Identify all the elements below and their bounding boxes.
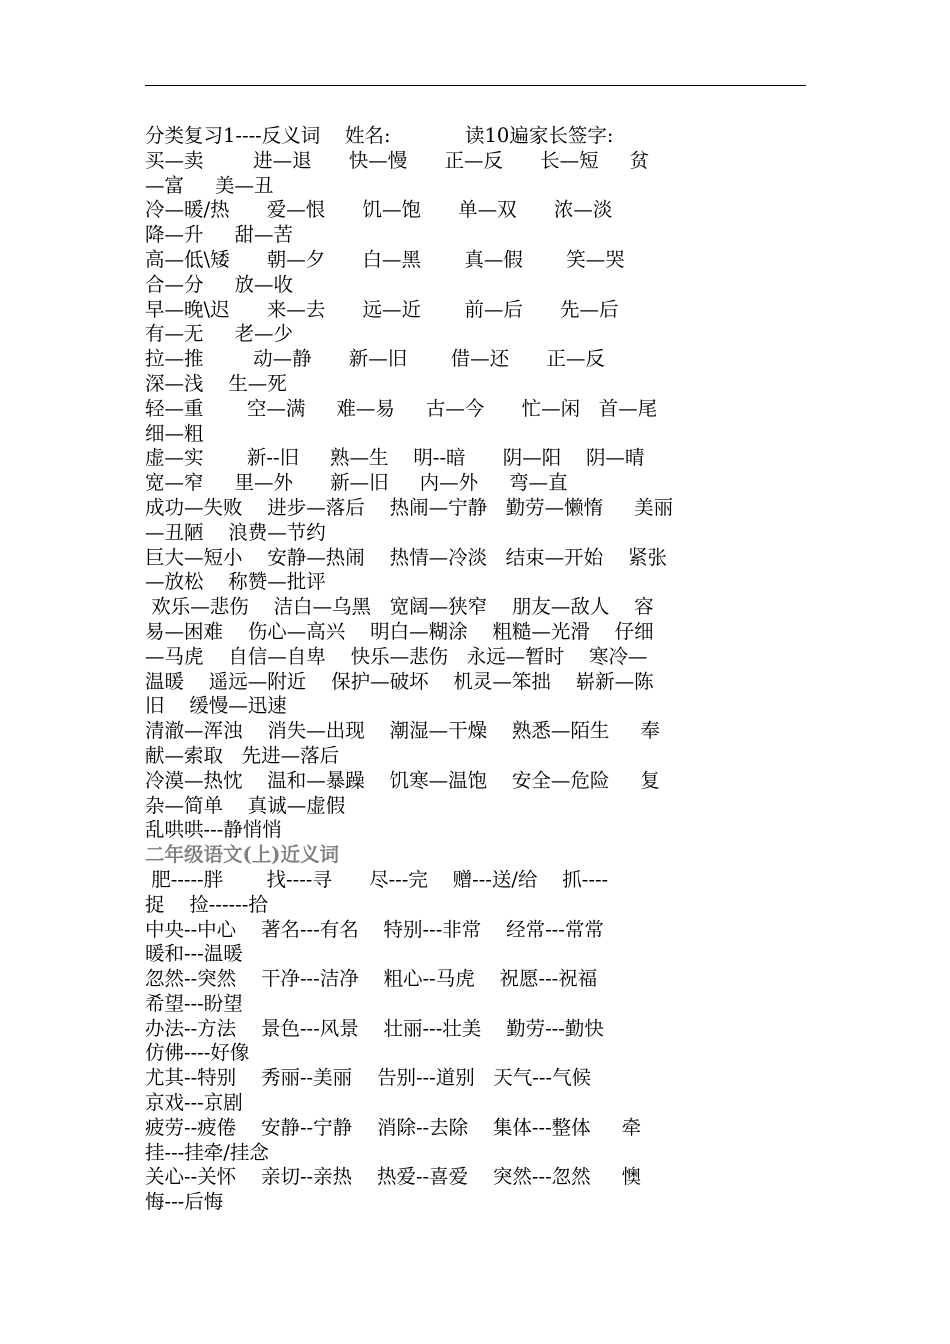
text-line: 细—粗	[145, 421, 204, 445]
text-line: —富 美—丑	[145, 173, 274, 197]
text-line: 挂---挂牵/挂念	[145, 1140, 269, 1164]
text-line: 早—晚\迟 来—去 远—近 前—后 先—后	[145, 297, 619, 321]
text-line: 献—索取 先进—落后	[145, 743, 340, 767]
text-line: 乱哄哄---静悄悄	[145, 818, 282, 842]
antonyms-section	[145, 124, 810, 843]
text-line: —丑陋 浪费—节约	[145, 520, 326, 544]
text-line: 冷漠—热忱 温和—暴躁 饥寒—温饱 安全—危险 复	[145, 768, 660, 792]
text-line: 深—浅 生—死	[145, 371, 287, 395]
text-line: 疲劳--疲倦 安静--宁静 消除--去除 集体---整体 牵	[145, 1115, 642, 1139]
synonyms-section	[145, 843, 810, 1215]
text-line: 旧 缓慢—迅速	[145, 694, 287, 718]
text-line: 悔---后悔	[145, 1190, 224, 1214]
text-line: 虚—实 新--旧 熟—生 明--暗 阴—阳 阴—晴	[145, 446, 645, 470]
text-line: 拉—推 动—静 新—旧 借—还 正—反	[145, 347, 605, 371]
text-line: —放松 称赞—批评	[145, 570, 326, 594]
text-line: 有—无 老—少	[145, 322, 293, 346]
text-line: 冷—暖/热 爱—恨 饥—饱 单—双 浓—淡	[145, 198, 613, 222]
text-line: —马虎 自信—自卑 快乐—悲伤 永远—暂时 寒冷—	[145, 644, 648, 668]
text-line: 肥-----胖 找----寻 尽---完 赠---送/给 抓----	[145, 867, 609, 891]
text-line: 仿佛----好像	[145, 1041, 250, 1065]
document-body	[145, 124, 810, 1215]
text-line: 易—困难 伤心—高兴 明白—糊涂 粗糙—光滑 仔细	[145, 619, 654, 643]
text-line: 清澈—浑浊 消失—出现 潮湿—干燥 熟悉—陌生 奉	[145, 719, 660, 743]
header-rule	[145, 85, 806, 86]
text-line: 高—低\矮 朝—夕 白—黑 真—假 笑—哭	[145, 247, 625, 271]
text-line: 宽—窄 里—外 新—旧 内—外 弯—直	[145, 471, 568, 495]
text-line: 办法--方法 景色---风景 壮丽---壮美 勤劳---勤快	[145, 1016, 604, 1040]
text-line: 杂—简单 真诚—虚假	[145, 793, 346, 817]
text-line: 捉 捡------拾	[145, 892, 268, 916]
antonyms-title-line: 分类复习1----反义词 姓名: 读10遍家长签字:	[145, 124, 614, 147]
text-line: 合—分 放—收	[145, 272, 293, 296]
text-line: 忽然--突然 干净---洁净 粗心--马虎 祝愿---祝福	[145, 967, 598, 991]
text-line: 巨大—短小 安静—热闹 热情—冷淡 结束—开始 紧张	[145, 545, 667, 569]
text-line: 中央--中心 著名---有名 特别---非常 经常---常常	[145, 917, 604, 941]
text-line: 成功—失败 进步—落后 热闹—宁静 勤劳—懒惰 美丽	[145, 495, 674, 519]
text-line: 降—升 甜—苦	[145, 223, 293, 247]
text-line: 轻—重 空—满 难—易 古—今 忙—闲 首—尾	[145, 396, 658, 420]
text-line: 京戏---京剧	[145, 1091, 243, 1115]
text-line: 欢乐—悲伤 洁白—乌黑 宽阔—狭窄 朋友—敌人 容	[145, 595, 654, 619]
synonyms-heading: 二年级语文(上)近义词	[145, 843, 339, 867]
text-line: 希望---盼望	[145, 991, 243, 1015]
text-line: 暖和---温暖	[145, 942, 243, 966]
text-line: 买—卖 进—退 快—慢 正—反 长—短 贫	[145, 148, 650, 172]
text-line: 关心--关怀 亲切--亲热 热爱--喜爱 突然---忽然 懊	[145, 1165, 642, 1189]
text-line: 温暖 遥远—附近 保护—破坏 机灵—笨拙 崭新—陈	[145, 669, 654, 693]
text-line: 尤其--特别 秀丽--美丽 告别---道别 天气---气候	[145, 1066, 592, 1090]
